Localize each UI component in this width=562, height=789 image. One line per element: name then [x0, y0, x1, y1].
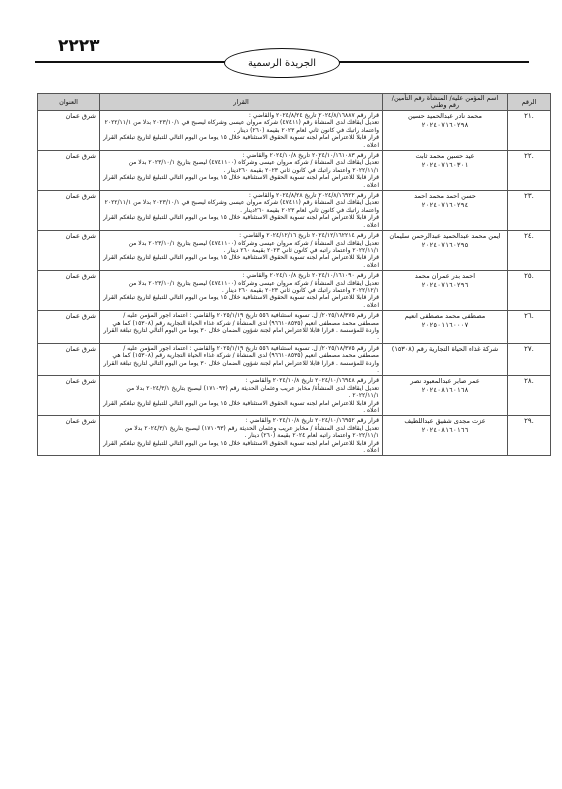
national-id: ٢٠٢٤٠٧١٦٠٢٩٨ — [421, 121, 469, 129]
decision-cell — [100, 271, 383, 311]
decision-text: قرار رقم ٢٠٢٥/١٨/٣٧٥/ ل. تسوية استئنافية ٥٥٦ تاريخ ٢٠٢٥/١/١٩ والقاضي : اعتماد اجور المؤمن عليه / مصطفى محمد مصطفى انعيم (٩٦٦١٠٨٥٣٥) لدى المنشأة / شركة غذاء الحياة التجارية رقم (١٥٣٠٨) كما هي واردة للمؤسسة . قرارا قابلا للاعتراض امام لجنة شؤون الضمان خلال ٣٠ يوما من اليوم التالي لتاريخ تبلغة القرار . — [103, 312, 379, 342]
row-number: .٢٢ — [508, 151, 551, 191]
decision-cell — [100, 151, 383, 191]
decision-text: قرار رقم ٢٠٢٤/١٢/١٦٢٢١٤ تاريخ ٢٠٢٤/١٢/١٦ والقاضي : — [239, 232, 379, 240]
decision-cell — [100, 343, 383, 376]
insured-name-cell — [383, 343, 508, 376]
insured-name-cell — [383, 271, 508, 311]
column-header-address: العنوان — [38, 94, 100, 111]
national-id: ٢٠٢٤٠٧١٦٠٢٩٤ — [421, 201, 469, 210]
row-number: .٢٤ — [508, 231, 551, 271]
insured-name: محمد نادر عبدالحميد حسين — [408, 112, 482, 120]
decision-text: تعديل ايقافك لدى المنشأة رقم (٤٧٤١١) شركة مروان عيسى وشركاه ليصبح في ٢٠٢٣/١٠/١ بدلا من ٢٠٢٢/١١/١ واعتماد راتبك في كانون ثاني لعام ٢٠٢٣ بقيمة (٢٦٠) دينار . — [104, 119, 379, 134]
row-number: .٢٨ — [508, 376, 551, 416]
table-row — [38, 416, 551, 456]
national-id: ٢٠٢٥٠١١٦٠٠٠٧ — [421, 321, 469, 330]
decision-text: تعديل ايقافك لدى المنشأة رقم (٤٧٤١١) شركة مروان عيسى وشركاه ليصبح في ٢٠٢٣/١٠/١ بدلا من ٢٠٢٢/١١/١ واعتماد راتبك في كانون ثاني لعام ٢٠٢٣ بقيمة ٢٦٠دينار . — [104, 199, 379, 214]
decision-text: قرار رقم ٢٠٢٤/١٠/١٦٩٤٨ تاريخ ٢٠٢٤/١٠/٨ والقاضي : — [245, 377, 379, 385]
insured-name-cell — [383, 191, 508, 231]
decision-text: قرار رقم ٢٠٢٤/١٠/١٦١٠٨٣ تاريخ ٢٠٢٤/١٠/٨ والقاضي : — [242, 152, 379, 160]
row-number: .٢٣ — [508, 191, 551, 231]
row-number: .٢١ — [508, 111, 551, 151]
address-cell: شرق عمان — [38, 191, 100, 231]
decision-cell — [100, 231, 383, 271]
decision-cell — [100, 311, 383, 344]
decision-text: قرار رقم ٢٠٢٤/٨/١٦٩٢٢ تاريخ ٢٠٢٤/٨/٢٨ والقاضي : — [248, 192, 379, 200]
decision-text: قرار رقم ٢٠٢٥/١٨/٣٧٥/ ل. تسوية استئنافية ٥٥٦ تاريخ ٢٠٢٥/١/١٩ والقاضي : اعتماد اجور المؤمن عليه / مصطفى محمد مصطفى انعيم (٩٦٦١٠٨٥٣٥) لدى المنشأة / شركة غذاء الحياة التجارية رقم (١٥٣٠٨) كما هي واردة للمؤسسة . قرارا قابلا للاعتراض امام لجنة شؤون الضمان خلال ٣٠ يوما من اليوم التالي لتاريخ تبلغة القرار . — [103, 344, 379, 374]
national-id: ٢٠٢٤٠٨١٦٠١٦٦ — [421, 426, 469, 435]
gazette-title-oval — [224, 48, 340, 78]
insured-name: حسن احمد محمد احمد — [414, 192, 476, 201]
insured-name-cell — [383, 151, 508, 191]
national-id: ٢٠٢٤٠٧١٦٠٣٠١ — [421, 161, 469, 170]
decision-text: قرار قابلا للاعتراض امام لجنه تسوية الحقوق الاستئنافية خلال ١٥ يوما من اليوم التالي للتبليغ لتاريخ تبلغكم القرار اعلاه . — [103, 399, 379, 415]
row-number: .٢٦ — [508, 311, 551, 344]
decision-text: تعديل ايقافك لدى المنشأة / شركة مروان عيسى وشركاه (٤٧٤١١٠٠) ليصبح بتاريخ ٢٠٢٣/١٠/١ بدلا من ٢٠٢٢/١١/١ واعتماد راتبه في كانون ثاني ٢٠٢٣ بقيمة ٢٦٠ دينار . — [128, 239, 379, 254]
address-cell: شرق عمان — [38, 231, 100, 271]
column-header-name: اسم المؤمن عليه/ المنشأة رقم التأمين/ رقم وطني — [383, 94, 508, 111]
address-cell: شرق عمان — [38, 416, 100, 456]
decision-text: قرار قابلا للاعتراض امام لجنه تسوية الحقوق الاستئنافية خلال ١٥ يوما من اليوم التالي للتبليغ لتاريخ تبلغكم القرار اعلاه . — [103, 254, 379, 269]
address-cell: شرق عمان — [38, 376, 100, 416]
decision-cell — [100, 111, 383, 151]
decision-cell — [100, 191, 383, 231]
national-id: ٢٠٢٤٠٨١٦٠١٦٨ — [421, 386, 469, 395]
page-number: ٢٢٢٣ — [58, 36, 100, 56]
insured-name: عيد حسين محمد ثابت — [415, 152, 475, 161]
table-header-row — [38, 94, 551, 111]
column-header-decision: القرار — [100, 94, 383, 111]
table-row — [38, 231, 551, 271]
decision-text: تعديل ايقافك لدى المنشأة / شركة مروان عيسى وشركاه (٤٧٤١١٠٠) ليصبح بتاريخ ٢٠٢٣/١٠/١ بدلا من ٢٠٢٢/١٢/١ واعتماد راتبك في كانون ثاني ٢٠٢٣ بقيمة ٢٦٠ دينار . — [128, 279, 379, 294]
table-row — [38, 271, 551, 311]
decision-text: قرار قابلا للاعتراض امام لجنه تسوية الحقوق الاستئنافية خلال ١٥ يوما من اليوم التالي للتبليغ لتاريخ تبلغكم القرار اعلاه . — [103, 214, 379, 229]
insured-name: عزت مجدى شفيق عبداللطيف — [404, 417, 486, 426]
decisions-table — [37, 93, 551, 456]
insured-name: مصطفى محمد مصطفى انعيم — [404, 312, 486, 321]
table-row — [38, 376, 551, 416]
address-cell: شرق عمان — [38, 111, 100, 151]
gazette-title: الجريدة الرسمية — [247, 57, 317, 69]
decision-text: تعديل ايقافك لدى المنشأة / شركة مروان عيسى وشركاه (٤٧٤١١٠٠) ليصبح بتاريخ ٢٠٢٣/١٠/١ بدلا من ٢٠٢٢/١١/١ واعتماد راتبك في كانون ثاني ٢٠٢٣ بقيمة ٢٦٠دينار . — [128, 159, 379, 174]
insured-name-cell — [383, 231, 508, 271]
decision-text: قرار قابلا للاعتراض امام لجنه تسوية الحقوق الاستئنافية خلال ١٥ يوما من اليوم التالي للتبليغ لتاريخ تبلغكم القرار اعلاه . — [103, 294, 379, 309]
decision-text: قرار رقم ٢٠٢٤/١٠/١٦١٠٩٠ تاريخ ٢٠٢٤/١٠/٨ والقاضي : — [242, 272, 379, 280]
table-row — [38, 151, 551, 191]
row-number: .٢٩ — [508, 416, 551, 456]
address-cell: شرق عمان — [38, 311, 100, 344]
insured-name: شركة غذاء الحياة التجارية رقم (١٥٣٠٨) — [391, 344, 499, 353]
row-number: .٢٧ — [508, 343, 551, 376]
table-row — [38, 311, 551, 344]
address-cell: شرق عمان — [38, 271, 100, 311]
address-cell: شرق عمان — [38, 343, 100, 376]
decision-text: تعديل ايقافك لدى المنشأة/ مخابز عريب وعثمان الحديثة رقم (١٧١٠٩٣) ليصبح بتاريخ ٢٠٢٤/٣/١ بدلا من ٢٠٢٢/١١/١ . — [126, 384, 379, 400]
insured-name-cell — [383, 376, 508, 416]
national-id: ٢٠٢٤٠٧١٦٠٢٩٦ — [421, 281, 469, 290]
decision-text: قرار قابلا للاعتراض امام لجنه تسوية الحقوق الاستئنافية خلال ١٥ يوما من اليوم التالي للتبليغ لتاريخ تبلغكم القرار اعلاه . — [103, 134, 379, 149]
table-row — [38, 111, 551, 151]
decision-text: قرار قابلا للاعتراض امام لجنه تسوية الحقوق الاستئنافية خلال ١٥ يوما من اليوم التالي للتبليغ لتاريخ تبلغكم القرار اعلاه . — [103, 174, 379, 189]
decision-text: قرار قابلا للاعتراض امام لجنه تسوية الحقوق الاستئنافية خلال ١٥ يوما من اليوم التالي للتبليغ لتاريخ تبلغكم القرار اعلاه . — [103, 439, 379, 455]
insured-name-cell — [383, 111, 508, 151]
address-cell: شرق عمان — [38, 151, 100, 191]
table-body — [38, 111, 551, 456]
insured-name: ايمن محمد عبدالحميد عبدالرحمن سليمان — [389, 232, 501, 241]
insured-name: احمد بدر عمران محمد — [414, 272, 476, 281]
decision-text: تعديل ايقافك لدى المنشأة / مخابز عريب وعثمان الحديثة رقم (١٧١٠٩٣) ليصبح بتاريخ ٢٠٢٤/٣/١ بدلا من ٢٠٢٢/١١/١ واعتماد راتبه لعام ٢٠٢٤ بقيمة (٢٦٠) دينار . — [124, 424, 379, 440]
insured-name: عمر صابر عبدالمعبود نصر — [410, 377, 480, 386]
decision-cell — [100, 376, 383, 416]
table-row — [38, 191, 551, 231]
national-id: ٢٠٢٤٠٧١٦٠٢٩٥ — [421, 241, 469, 250]
decision-text: قرار رقم ٢٠٢٤/١٠/١٦٩٥٢ تاريخ ٢٠٢٤/١٠/٨ والقاضي : — [245, 417, 379, 425]
table-row — [38, 343, 551, 376]
row-number: .٢٥ — [508, 271, 551, 311]
column-header-number: الرقم — [508, 94, 551, 111]
decision-text: قرار رقم ٢٠٢٤/٨/١٦٨٨٧ تاريخ ٢٠٢٤/٨/٢٤ والقاضي : — [248, 112, 379, 119]
insured-name-cell — [383, 311, 508, 344]
decision-cell — [100, 416, 383, 456]
insured-name-cell — [383, 416, 508, 456]
